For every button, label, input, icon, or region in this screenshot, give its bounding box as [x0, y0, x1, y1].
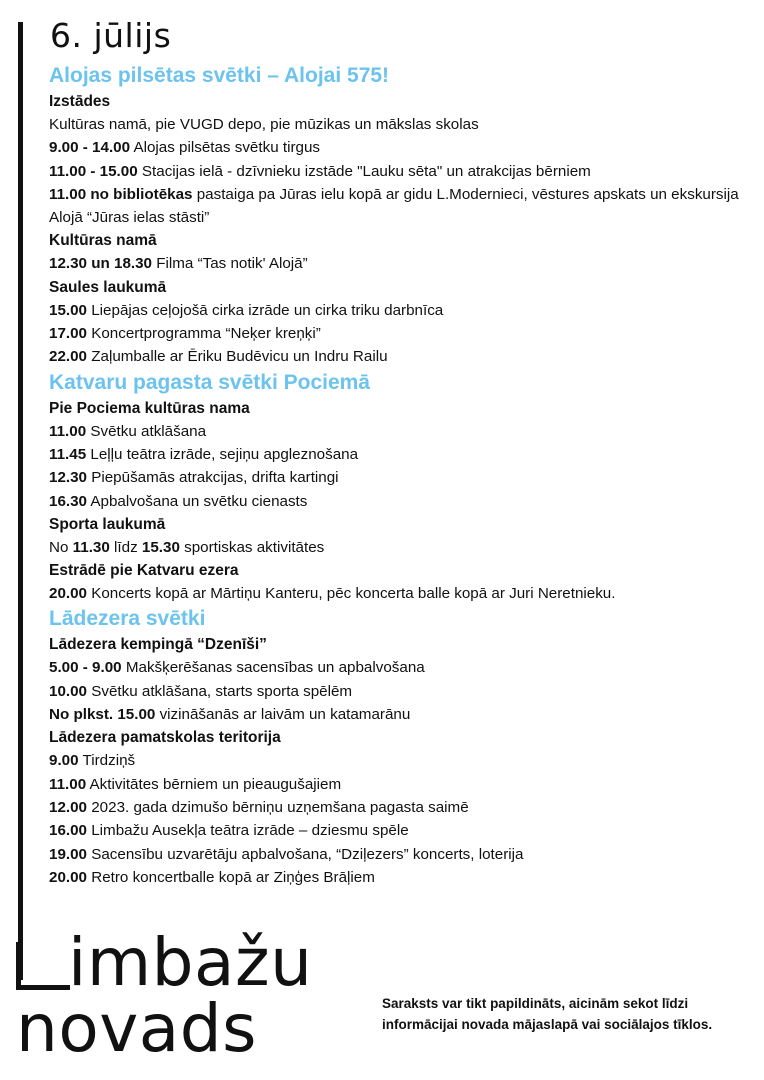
logo-l-glyph	[16, 942, 70, 990]
item-description: Piepūšamās atrakcijas, drifta kartingi	[87, 469, 339, 487]
item-time: 10.00	[49, 682, 88, 700]
schedule-item	[49, 113, 749, 136]
item-description: Stacijas ielā - dzīvnieku izstāde "Lauku sēta" un atrakcijas bērniem	[137, 162, 591, 180]
item-connector: līdz	[109, 538, 142, 556]
schedule-item	[49, 819, 749, 842]
item-time: 19.00	[49, 845, 88, 863]
item-description: Svētku atklāšana, starts sporta spēlēm	[87, 682, 353, 700]
venue-heading: Izstādes	[49, 93, 111, 110]
schedule-item	[49, 345, 749, 368]
venue-heading: Lādezera pamatskolas teritorija	[49, 729, 281, 747]
item-time: 12.00	[49, 798, 88, 816]
item-time: 15.00	[49, 301, 88, 319]
item-time: 12.30	[49, 469, 88, 487]
item-description: Limbažu Ausekļa teātra izrāde – dziesmu spēle	[87, 822, 409, 840]
schedule-item	[49, 443, 749, 466]
item-description: Koncerts kopā ar Mārtiņu Kanteru, pēc koncerta balle kopā ar Juri Neretnieku.	[87, 585, 616, 603]
section-title: Lādezera svētki	[49, 607, 206, 631]
item-description: Sacensību uzvarētāju apbalvošana, “Dziļezers” koncerts, loterija	[87, 845, 524, 863]
item-time: 9.00 - 14.00	[49, 139, 131, 157]
schedule-item	[49, 299, 749, 322]
item-description: Svētku atklāšana	[86, 422, 207, 440]
schedule-item	[49, 773, 749, 796]
item-description: 2023. gada dzimušo bērniņu uzņemšana pagasta saimē	[87, 798, 469, 816]
item-time: 11.00 - 15.00	[49, 162, 138, 180]
item-time: 11.45	[49, 445, 87, 463]
footer-note: Saraksts var tikt papildināts, aicinām sekot līdzi informācijai novada mājaslapā vai sociālajos tīklos.	[382, 996, 713, 1032]
item-description: Leļļu teātra izrāde, sejiņu apgleznošana	[86, 445, 359, 463]
schedule-item	[49, 420, 749, 443]
section-title: Alojas pilsētas svētki – Alojai 575!	[49, 64, 390, 87]
schedule-item	[49, 656, 749, 679]
item-time: 16.30	[49, 492, 88, 510]
item-time: 20.00	[49, 585, 88, 603]
schedule-item	[49, 843, 749, 866]
item-description: Koncertprogramma “Neķer kreņķi”	[87, 325, 321, 343]
item-description: Liepājas ceļojošā cirka izrāde un cirka triku darbnīca	[87, 301, 444, 319]
schedule-item	[49, 680, 749, 703]
venue-heading: Estrādē pie Katvaru ezera	[49, 562, 239, 580]
schedule-item	[49, 136, 749, 159]
logo-line-1: imbažu	[68, 924, 313, 1001]
item-description: vizināšanās ar laivām un katamarānu	[155, 706, 411, 724]
item-time: 11.00 no bibliotēkas	[49, 185, 193, 203]
item-description: pastaiga pa Jūras ielu kopā ar gidu L.Modernieci, vēstures apskats un ekskursija Alojā “Jūras ielas stāsti”	[49, 185, 739, 227]
venue-heading: Kultūras namā	[49, 232, 157, 250]
schedule-item	[49, 703, 749, 726]
event-schedule	[49, 62, 749, 889]
venue-heading: Saules laukumā	[49, 278, 167, 296]
item-time-end: 15.30	[141, 538, 180, 556]
item-time: 11.00	[49, 775, 87, 793]
schedule-item	[49, 866, 749, 889]
item-description: Kultūras namā, pie VUGD depo, pie mūzikas un mākslas skolas	[49, 116, 479, 133]
item-description: Aktivitātes bērniem un pieaugušajiem	[86, 775, 342, 793]
logo-line-2: novads	[16, 990, 257, 1067]
schedule-item	[49, 252, 749, 275]
item-description: Alojas pilsētas svētku tirgus	[130, 139, 320, 157]
item-time: No plkst. 15.00	[49, 706, 156, 724]
item-time: 16.00	[49, 822, 88, 840]
item-time: 5.00 - 9.00	[49, 659, 122, 677]
item-description: Retro koncertballe kopā ar Ziņģes Brāļiem	[87, 868, 375, 886]
item-description: Makšķerēšanas sacensības un apbalvošana	[121, 659, 425, 677]
item-description: Apbalvošana un svētku cienasts	[87, 492, 308, 510]
item-time: 22.00	[49, 348, 88, 366]
schedule-item	[49, 536, 749, 559]
item-time: 11.00	[49, 422, 87, 440]
item-description: Zaļumballe ar Ēriku Budēvicu un Indru Railu	[87, 348, 388, 366]
item-time: 17.00	[49, 325, 88, 343]
item-description: Tirdziņš	[78, 752, 136, 770]
left-vertical-bar	[18, 22, 23, 980]
venue-heading: Lādezera kempingā “Dzenīši”	[49, 636, 267, 654]
item-description: sportiskas aktivitātes	[179, 538, 325, 556]
venue-heading: Sporta laukumā	[49, 515, 166, 533]
schedule-item	[49, 749, 749, 772]
item-time: 12.30 un 18.30	[49, 255, 153, 273]
schedule-item	[49, 490, 749, 513]
section-title: Katvaru pagasta svētki Pociemā	[49, 370, 370, 394]
item-time: 11.30	[72, 538, 110, 556]
item-time: 20.00	[49, 868, 88, 886]
schedule-item	[49, 322, 749, 345]
item-description: Filma “Tas notik' Alojā”	[152, 255, 308, 273]
schedule-item	[49, 183, 749, 230]
schedule-item	[49, 796, 749, 819]
item-time: 9.00	[49, 752, 79, 770]
schedule-item	[49, 160, 749, 183]
schedule-item	[49, 582, 749, 605]
schedule-item	[49, 466, 749, 489]
item-prefix: No	[49, 538, 73, 556]
venue-heading: Pie Pociema kultūras nama	[49, 399, 250, 417]
date-heading: 6. jūlijs	[50, 16, 172, 55]
